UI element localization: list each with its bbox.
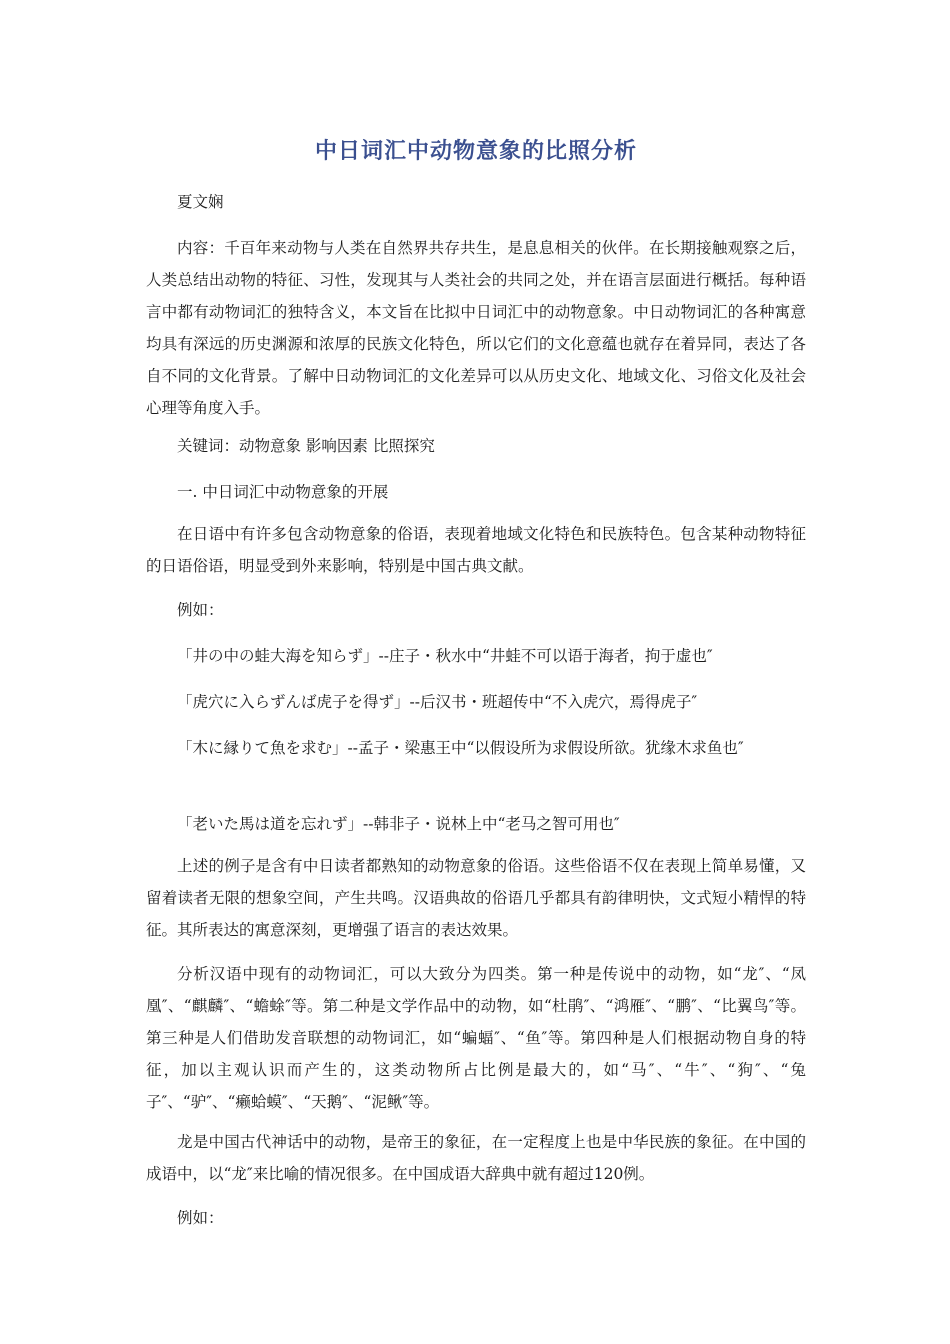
body-paragraph: 在日语中有许多包含动物意象的俗语，表现着地域文化特色和民族特色。包含某种动物特征的日语俗语，明显受到外来影响，特别是中国古典文献。	[146, 525, 806, 575]
example-label: 例如：	[177, 601, 224, 619]
author-name: 夏文娴	[177, 193, 224, 211]
proverb-quote: 「井の中の蛙大海を知らず」--庄子・秋水中“井蛙不可以语于海者，拘于虚也″	[177, 647, 713, 665]
body-paragraph: 上述的例子是含有中日读者都熟知的动物意象的俗语。这些俗语不仅在表现上简单易懂，又留着读者无限的想象空间，产生共鸣。汉语典故的俗语几乎都具有韵律明快，文式短小精悍的特征。其所表达的寓意深刻，更增强了语言的表达效果。	[146, 857, 806, 939]
abstract-paragraph: 内容：千百年来动物与人类在自然界共存共生，是息息相关的伙伴。在长期接触观察之后，人类总结出动物的特征、习性，发现其与人类社会的共同之处，并在语言层面进行概括。每种语言中都有动物词汇的独特含义，本文旨在比拟中日词汇中的动物意象。中日动物词汇的各种寓意均具有深远的历史渊源和浓厚的民族文化特色，所以它们的文化意蕴也就存在着异同，表达了各自不同的文化背景。了解中日动物词汇的文化差异可以从历史文化、地域文化、习俗文化及社会心理等角度入手。	[146, 239, 806, 417]
example-label: 例如：	[177, 1209, 224, 1227]
proverb-quote: 「木に縁りて魚を求む」--孟子・梁惠王中“以假设所为求假设所欲。犹缘木求鱼也″	[177, 739, 744, 757]
proverb-quote: 「老いた馬は道を忘れず」--韩非子・说林上中“老马之智可用也″	[177, 815, 620, 833]
section-heading: 一. 中日词汇中动物意象的开展	[177, 483, 389, 501]
body-paragraph: 龙是中国古代神话中的动物，是帝王的象征，在一定程度上也是中华民族的象征。在中国的成语中，以“龙″来比喻的情况很多。在中国成语大辞典中就有超过120例。	[146, 1133, 806, 1183]
proverb-quote: 「虎穴に入らずんば虎子を得ず」--后汉书・班超传中“不入虎穴，焉得虎子″	[177, 693, 698, 711]
body-paragraph: 分析汉语中现有的动物词汇，可以大致分为四类。第一种是传说中的动物，如“龙″、“凤凰″、“麒麟″、“蟾蜍″等。第二种是文学作品中的动物，如“杜鹃″、“鸿雁″、“鹏″、“比翼鸟″等。第三种是人们借助发音联想的动物词汇，如“蝙蝠″、“鱼″等。第四种是人们根据动物自身的特征，加以主观认识而产生的，这类动物所占比例是最大的，如“马″、“牛″、“狗″、“兔子″、“驴″、“癞蛤蟆″、“天鹅″、“泥鳅″等。	[146, 965, 806, 1111]
document-title: 中日词汇中动物意象的比照分析	[314, 139, 637, 164]
keywords-line: 关键词：动物意象 影响因素 比照探究	[177, 437, 435, 455]
